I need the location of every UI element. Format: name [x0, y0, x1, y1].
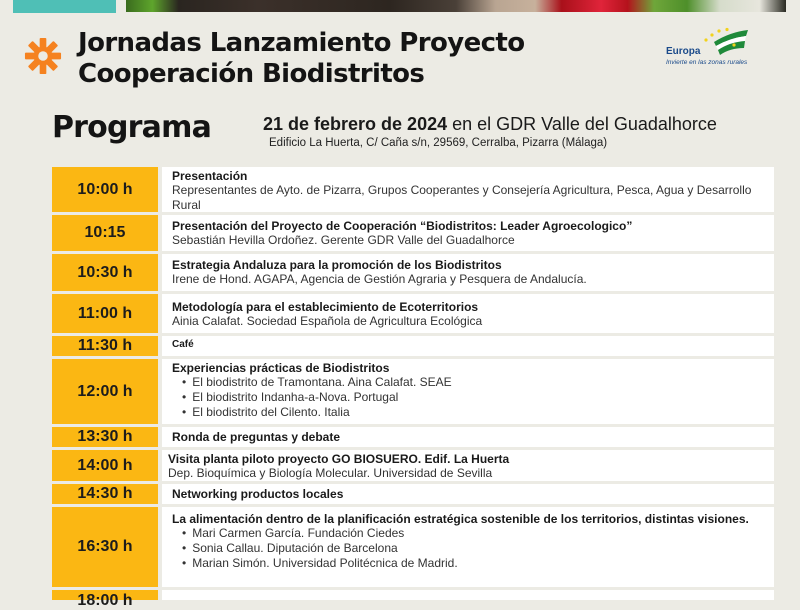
program-heading: Programa [52, 110, 212, 145]
teal-accent-block [13, 0, 116, 13]
session-title: Experiencias prácticas de Biodistritos [172, 361, 390, 375]
schedule-row-partial [52, 590, 774, 609]
schedule-table [52, 167, 774, 609]
session-speakers: Dep. Bioquímica y Biología Molecular. Universidad de Sevilla [168, 466, 493, 480]
session-content [162, 484, 774, 504]
time-slot: 11:00 h [52, 294, 158, 333]
session-title: Presentación [172, 169, 248, 183]
speaker-list [172, 375, 766, 420]
top-banner [0, 0, 800, 13]
schedule-row [52, 484, 774, 504]
time-slot: 14:00 h [52, 450, 158, 481]
time-slot: 10:00 h [52, 167, 158, 212]
event-address: Edificio La Huerta, C/ Caña s/n, 29569, Cerralba, Pizarra (Málaga) [269, 137, 608, 149]
speaker-item: • El biodistrito Indanha-a-Nova. Portugal [182, 390, 766, 405]
time-slot: 10:30 h [52, 254, 158, 291]
schedule-row [52, 507, 774, 587]
speaker-item: • Marian Simón. Universidad Politécnica de Madrid. [182, 556, 766, 571]
europa-logo [660, 28, 770, 72]
schedule-row [52, 336, 774, 356]
session-title: Ronda de preguntas y debate [172, 430, 341, 444]
time-slot: 12:00 h [52, 359, 158, 424]
schedule-row [52, 450, 774, 481]
session-title: Café [172, 339, 194, 350]
session-content [162, 507, 774, 587]
schedule-row [52, 427, 774, 447]
session-content [162, 336, 774, 356]
schedule-row [52, 254, 774, 291]
session-title: La alimentación dentro de la planificación estratégica sostenible de los territorios, distintas visiones. [172, 512, 749, 526]
time-slot: 11:30 h [52, 336, 158, 356]
session-speakers: Ainia Calafat. Sociedad Española de Agricultura Ecológica [172, 314, 483, 328]
schedule-row [52, 215, 774, 251]
speaker-list [172, 526, 766, 571]
event-date: 21 de febrero de 2024 [263, 114, 448, 134]
session-title: Estrategia Andaluza para la promoción de los Biodistritos [172, 258, 502, 272]
speaker-item: • El biodistrito del Cilento. Italia [182, 405, 766, 420]
session-content [162, 294, 774, 333]
session-content [162, 215, 774, 251]
session-speakers: Irene de Hond. AGAPA, Agencia de Gestión Agraria y Pesquera de Andalucía. [172, 272, 587, 286]
speaker-item: • Mari Carmen García. Fundación Ciedes [182, 526, 766, 541]
session-title: Networking productos locales [172, 487, 344, 501]
event-venue: en el GDR Valle del Guadalhorce [447, 114, 717, 134]
time-slot: 10:15 [52, 215, 158, 251]
session-content [162, 254, 774, 291]
session-content [162, 427, 774, 447]
vegetables-photo-strip [126, 0, 786, 12]
event-date-venue [263, 114, 717, 135]
session-title: Visita planta piloto proyecto GO BIOSUERO. Edif. La Huerta [168, 452, 510, 466]
schedule-row [52, 294, 774, 333]
flower-gear-icon [24, 37, 62, 75]
europa-tagline: Invierte en las zonas rurales [666, 59, 748, 66]
time-slot: 14:30 h [52, 484, 158, 504]
speaker-item: • Sonia Callau. Diputación de Barcelona [182, 541, 766, 556]
title-line-2: Cooperación Biodistritos [78, 59, 425, 89]
andalucia-flag-emblem-icon [700, 28, 750, 58]
speaker-item: • El biodistrito de Tramontana. Aina Calafat. SEAE [182, 375, 766, 390]
page-title [78, 28, 525, 90]
schedule-row [52, 359, 774, 424]
schedule-row [52, 167, 774, 212]
time-slot: 18:00 h [52, 590, 158, 600]
session-title: Presentación del Proyecto de Cooperación “Biodistritos: Leader Agroecologico” [172, 219, 633, 233]
time-slot: 13:30 h [52, 427, 158, 447]
session-speakers: Representantes de Ayto. de Pizarra, Grupos Cooperantes y Consejería Agricultura, Pesca, Agua y Desarrollo Rural [172, 183, 752, 212]
session-content [162, 359, 774, 424]
session-content [162, 590, 774, 600]
session-content [162, 167, 774, 212]
title-line-1: Jornadas Lanzamiento Proyecto [78, 28, 525, 58]
europa-word: Europa [666, 46, 701, 57]
session-content [162, 450, 774, 481]
session-title: Metodología para el establecimiento de Ecoterritorios [172, 300, 479, 314]
session-speakers: Sebastián Hevilla Ordoñez. Gerente GDR Valle del Guadalhorce [172, 233, 515, 247]
time-slot: 16:30 h [52, 507, 158, 587]
